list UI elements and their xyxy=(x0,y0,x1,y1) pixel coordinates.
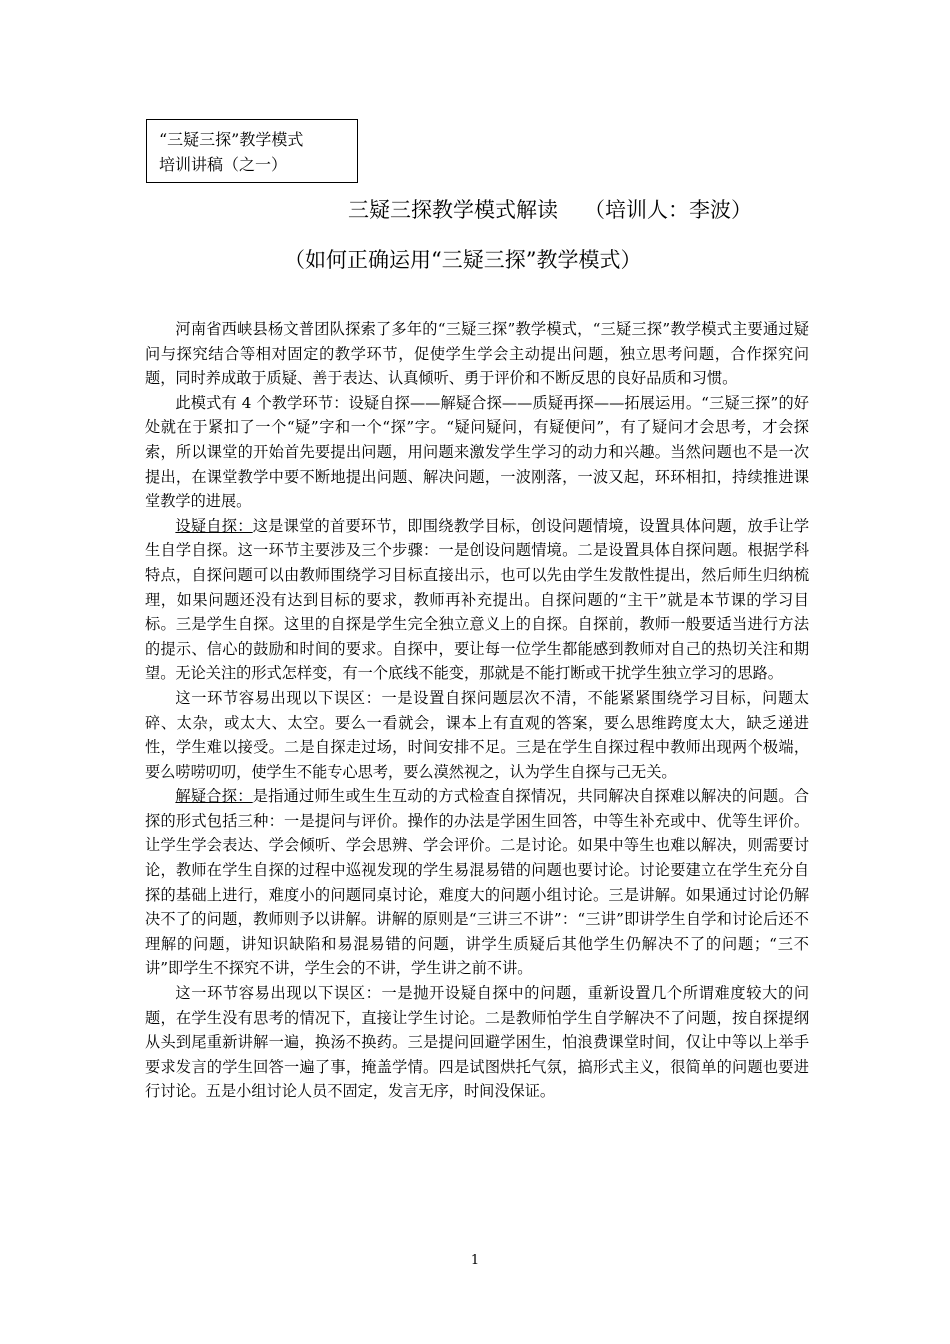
document-subtitle: （如何正确运用“三疑三探”教学模式） xyxy=(284,248,642,272)
section-lead-joint-explore: 解疑合探： xyxy=(175,787,253,806)
paragraph-joint-explore-body: 是指通过师生或生生互动的方式检查自探情况，共同解决自探难以解决的问题。合探的形式包括三种：一是提问与评价。操作的办法是学困生回答，中等生补充或中、优等生评价。让学生学会表达、学会倾听、学会思辨、学会评价。二是讨论。如果中等生也难以解决，则需要讨论，教师在学生自探的过程中巡视发现的学生易混易错的问题也要讨论。讨论要建立在学生充分自探的基础上进行，难度小的问题同桌讨论，难度大的问题小组讨论。三是讲解。如果通过讨论仍解决不了的问题，教师则予以讲解。讲解的原则是“三讲三不讲”：“三讲”即讲学生自学和讨论后还不理解的问题，讲知识缺陷和易混易错的问题，讲学生质疑后其他学生仍解决不了的问题；“三不讲”即学生不探究不讲，学生会的不讲，学生讲之前不讲。 xyxy=(145,787,810,978)
header-box-line-2: 培训讲稿（之一） xyxy=(159,155,288,174)
header-box xyxy=(146,119,358,183)
paragraph-self-explore xyxy=(145,514,809,686)
paragraph-steps: 此模式有 4 个教学环节：设疑自探——解疑合探——质疑再探——拓展运用。“三疑三探”的好处就在于紧扣了一个“疑”字和一个“探”字。“疑问疑问，有疑便问”，有了疑问才会思考，才会探索，所以课堂的开始首先要提出问题，用问题来激发学生学习的动力和兴趣。当然问题也不是一次提出，在课堂教学中要不断地提出问题、解决问题，一波刚落，一波又起，环环相扣，持续推进课堂教学的进展。 xyxy=(145,393,809,511)
paragraph-self-explore-pitfalls: 这一环节容易出现以下误区：一是设置自探问题层次不清，不能紧紧围绕学习目标，问题太碎、太杂，或太大、太空。要么一看就会，课本上有直观的答案，要么思维跨度太大，缺乏递进性，学生难以接受。二是自探走过场，时间安排不足。三是在学生自探过程中教师出现两个极端，要么唠唠叨叨，使学生不能专心思考，要么漠然视之，认为学生自探与己无关。 xyxy=(145,688,809,781)
document-body xyxy=(145,317,809,1104)
section-lead-self-explore: 设疑自探： xyxy=(175,516,253,535)
paragraph-joint-explore xyxy=(145,784,809,981)
header-box-line-1: “三疑三探”教学模式 xyxy=(159,130,304,149)
page-number: 1 xyxy=(470,1253,480,1268)
paragraph-intro: 河南省西峡县杨文普团队探索了多年的“三疑三探”教学模式，“三疑三探”教学模式主要通过疑问与探究结合等相对固定的教学环节，促使学生学会主动提出问题，独立思考问题，合作探究问题，同时养成敢于质疑、善于表达、认真倾听、勇于评价和不断反思的良好品质和习惯。 xyxy=(145,320,809,388)
title-main: 三疑三探教学模式解读 xyxy=(348,198,558,222)
title-trainer: （培训人：李波） xyxy=(584,198,752,222)
document-title xyxy=(348,196,752,224)
paragraph-self-explore-body: 这是课堂的首要环节，即围绕教学目标，创设问题情境，设置具体问题，放手让学生自学自探。这一环节主要涉及三个步骤：一是创设问题情境。二是设置具体自探问题。根据学科特点，自探问题可以由教师围绕学习目标直接出示，也可以先由学生发散性提出，然后师生归纳梳理，如果问题还没有达到目标的要求，教师再补充提出。自探问题的“主干”就是本节课的学习目标。三是学生自探。这里的自探是学生完全独立意义上的自探。自探前，教师一般要适当进行方法的提示、信心的鼓励和时间的要求。自探中，要让每一位学生都能感到教师对自己的热切关注和期望。无论关注的形式怎样变，有一个底线不能变，那就是不能打断或干扰学生独立学习的思路。 xyxy=(145,516,810,683)
paragraph-joint-explore-pitfalls: 这一环节容易出现以下误区：一是抛开设疑自探中的问题，重新设置几个所谓难度较大的问题，在学生没有思考的情况下，直接让学生讨论。二是教师怕学生自学解决不了问题，按自探提纲从头到尾重新讲解一遍，换汤不换药。三是提问回避学困生，怕浪费课堂时间，仅让中等以上举手要求发言的学生回答一遍了事，掩盖学情。四是试图烘托气氛，搞形式主义，很简单的问题也要进行讨论。五是小组讨论人员不固定，发言无序，时间没保证。 xyxy=(145,984,809,1101)
